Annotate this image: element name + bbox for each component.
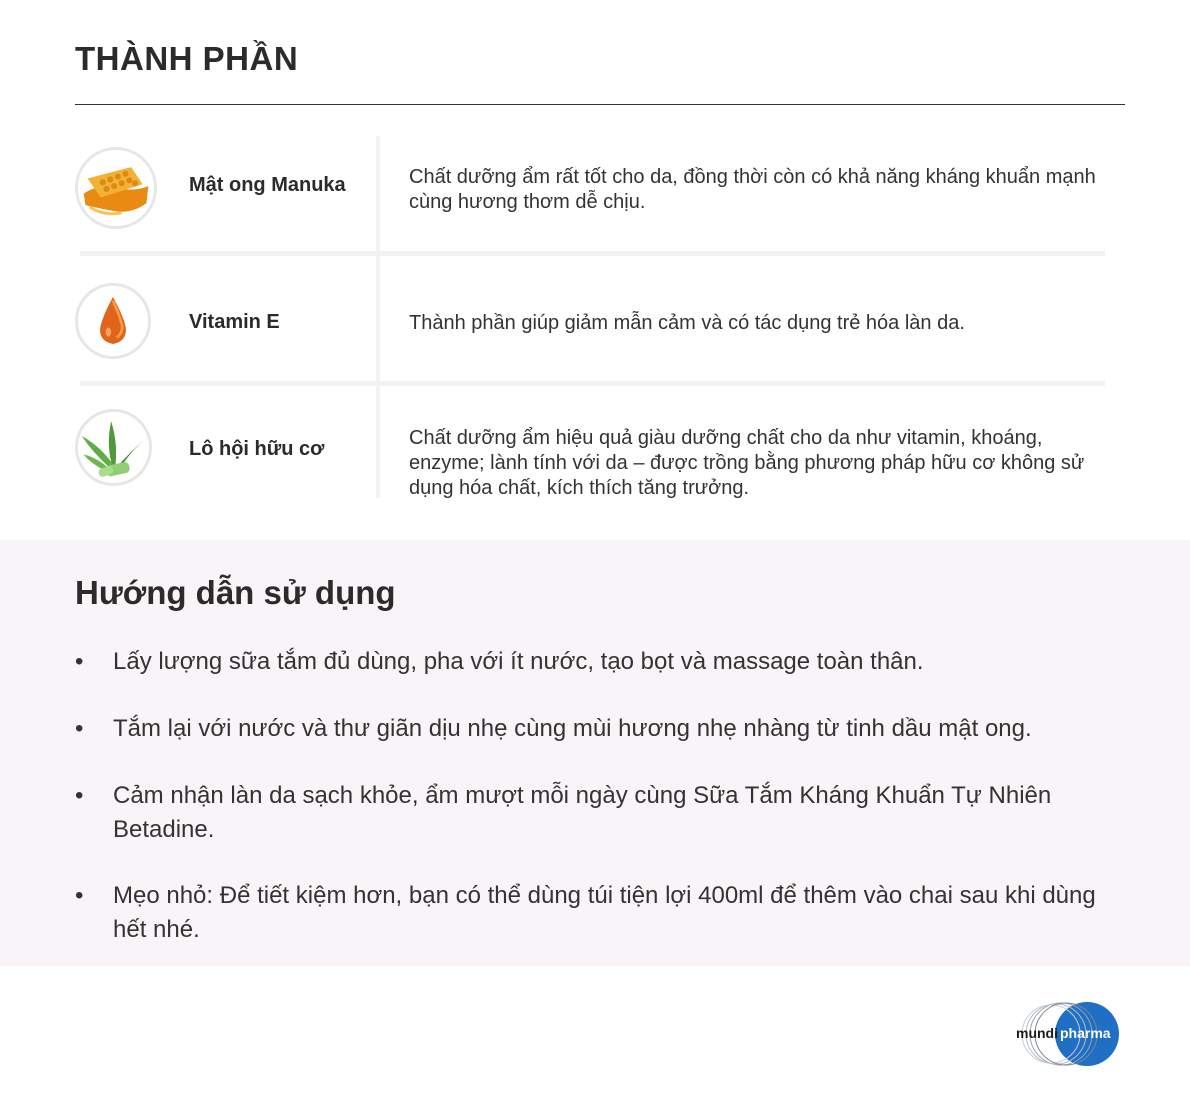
ingredients-title: THÀNH PHẦN: [75, 40, 299, 77]
bullet: •: [75, 648, 84, 675]
usage-step: [75, 645, 1135, 679]
aloe-vera-icon: [75, 409, 152, 486]
ingredient-row-manuka-honey: [75, 136, 1105, 252]
bullet: •: [75, 882, 84, 909]
title-divider: [75, 104, 1125, 105]
bullet: •: [75, 782, 84, 809]
usage-step-text: Tắm lại với nước và thư giãn dịu nhẹ cùng mùi hương nhẹ nhàng từ tinh dầu mật ong.: [113, 715, 1032, 742]
ingredient-description: Chất dưỡng ẩm rất tốt cho da, đồng thời còn có khả năng kháng khuẩn mạnh cùng hương thơm dễ chịu.: [409, 166, 1096, 213]
honeycomb-icon: [75, 147, 157, 229]
oil-drop-icon: [75, 283, 151, 359]
ingredient-name: Vitamin E: [189, 311, 280, 333]
ingredient-row-vitamin-e: [75, 258, 1105, 382]
usage-step-text: Cảm nhận làn da sạch khỏe, ẩm mượt mỗi ngày cùng Sữa Tắm Kháng Khuẩn Tự Nhiên Betadine.: [113, 782, 1052, 843]
usage-step: [75, 879, 1135, 947]
usage-section: [0, 540, 1190, 966]
usage-step-text: Mẹo nhỏ: Để tiết kiệm hơn, bạn có thể dùng túi tiện lợi 400ml để thêm vào chai sau khi dùng hết nhé.: [113, 882, 1096, 943]
ingredient-name: Lô hội hữu cơ: [189, 438, 325, 460]
ingredient-name: Mật ong Manuka: [189, 174, 346, 196]
ingredient-description: Thành phần giúp giảm mẫn cảm và có tác dụng trẻ hóa làn da.: [409, 312, 965, 334]
bullet: •: [75, 715, 84, 742]
ingredient-description: Chất dưỡng ẩm hiệu quả giàu dưỡng chất cho da như vitamin, khoáng, enzyme; lành tính với da – được trồng bằng phương pháp hữu cơ không sử dụng hóa chất, kích thích tăng trưởng.: [409, 427, 1085, 499]
usage-step-text: Lấy lượng sữa tắm đủ dùng, pha với ít nước, tạo bọt và massage toàn thân.: [113, 648, 924, 675]
mundipharma-logo: [1015, 1001, 1120, 1067]
logo-text-left: mundi: [1016, 1025, 1058, 1041]
usage-title: Hướng dẫn sử dụng: [75, 574, 396, 611]
usage-step: [75, 712, 1135, 746]
ingredient-row-aloe-vera: [75, 388, 1105, 498]
logo-text-right: pharma: [1060, 1025, 1111, 1041]
ingredients-section: [0, 0, 1190, 540]
usage-step: [75, 779, 1135, 847]
